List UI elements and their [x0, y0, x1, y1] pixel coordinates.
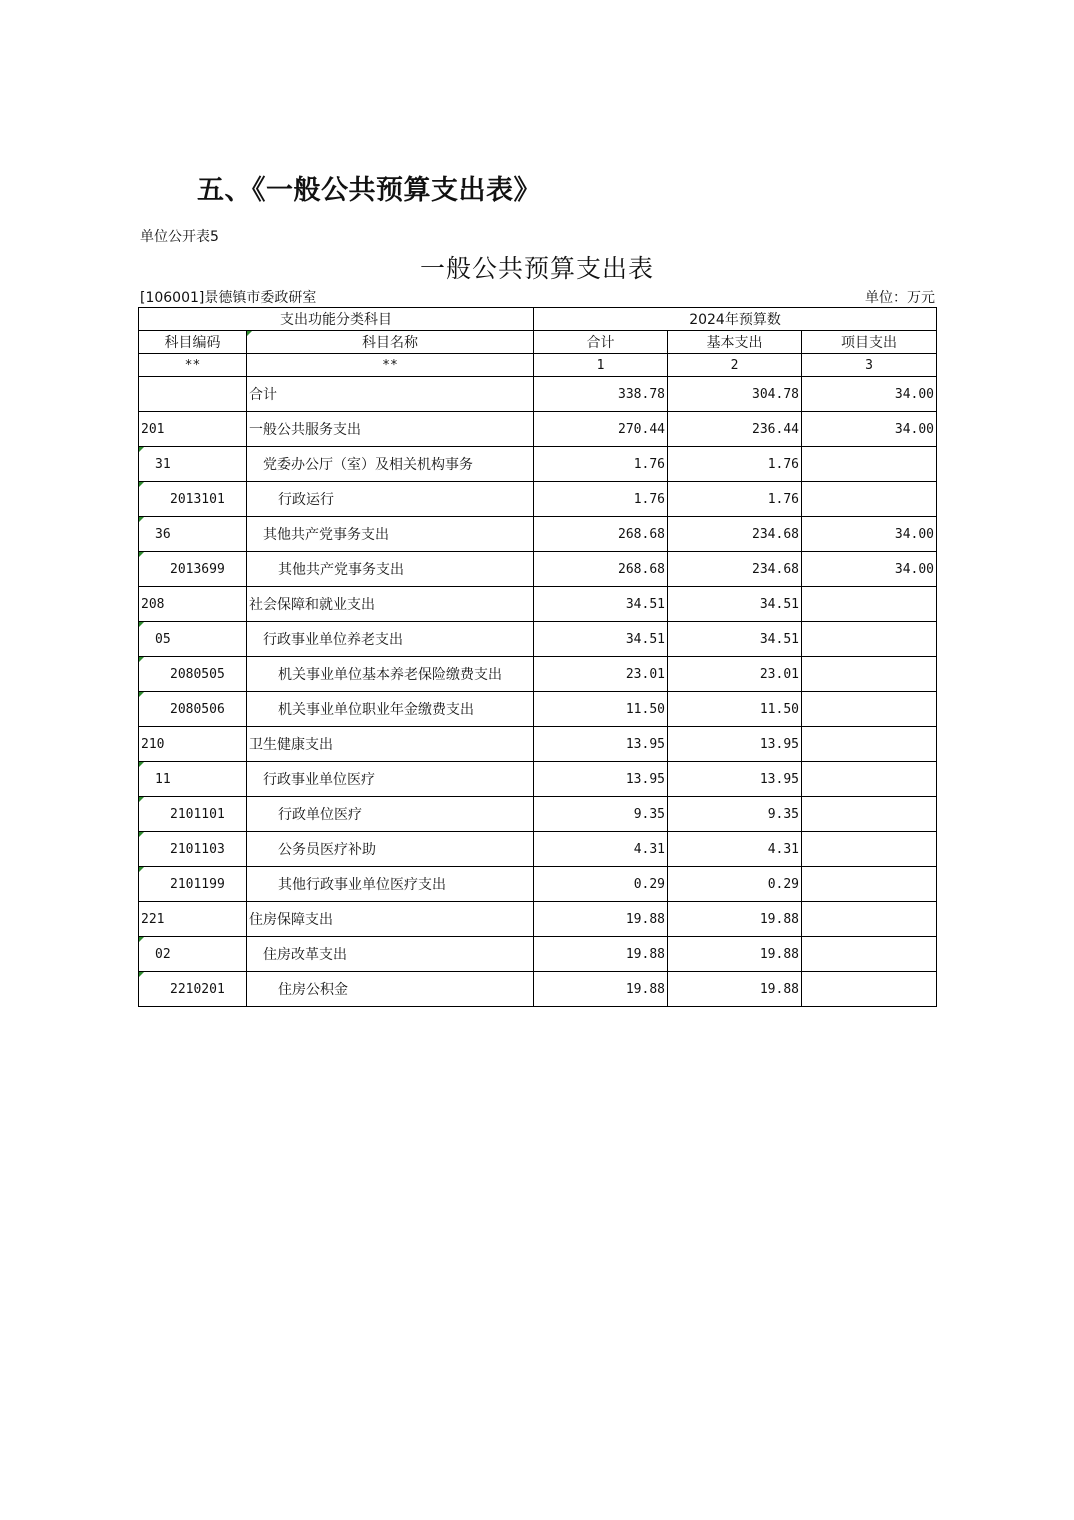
- row-total-text: 270.44: [618, 421, 665, 437]
- row-project: [802, 482, 937, 517]
- row-basic: [668, 482, 802, 517]
- row-name-text: 卫生健康支出: [249, 737, 333, 753]
- row-total: [534, 832, 668, 867]
- row-project: [802, 657, 937, 692]
- row-basic-text: 23.01: [759, 666, 799, 682]
- row-basic: [668, 377, 802, 412]
- row-project-text: 34.00: [894, 421, 935, 437]
- row-name-text: 住房公积金: [278, 982, 348, 998]
- row-basic: [668, 692, 802, 727]
- row-name: [247, 832, 534, 867]
- row-code-text: 2013101: [170, 491, 225, 507]
- row-name-text: 行政事业单位养老支出: [263, 632, 403, 648]
- row-name: [247, 412, 534, 447]
- row-project: [802, 552, 937, 587]
- row-total: [534, 447, 668, 482]
- row-basic: [668, 587, 802, 622]
- row-project: [802, 622, 937, 657]
- row-name: [247, 517, 534, 552]
- row-basic: [668, 552, 802, 587]
- row-basic: [668, 867, 802, 902]
- row-name: [247, 937, 534, 972]
- row-code: [139, 482, 247, 517]
- table-title: 一般公共预算支出表: [419, 254, 654, 283]
- row-code-text: 05: [155, 631, 171, 647]
- index-total: 1: [534, 354, 668, 377]
- cell-comment-marker: [139, 552, 144, 557]
- table-row: [139, 867, 937, 902]
- row-code-text: 36: [155, 526, 171, 542]
- row-project: [802, 937, 937, 972]
- row-total-text: 19.88: [625, 946, 665, 962]
- row-code-text: 210: [141, 736, 165, 752]
- row-total: [534, 517, 668, 552]
- row-code: [139, 762, 247, 797]
- row-name: [247, 692, 534, 727]
- row-project: [802, 832, 937, 867]
- table-row: [139, 937, 937, 972]
- row-total: [534, 762, 668, 797]
- row-total-text: 1.76: [633, 456, 665, 472]
- row-basic: [668, 902, 802, 937]
- row-name: [247, 552, 534, 587]
- cell-comment-marker: [139, 972, 144, 977]
- row-project: [802, 727, 937, 762]
- row-total: [534, 972, 668, 1007]
- row-project-text: 34.00: [894, 526, 935, 542]
- form-number: 单位公开表5: [140, 229, 219, 245]
- row-basic: [668, 412, 802, 447]
- header-column-row: [139, 331, 937, 354]
- row-basic-text: 0.29: [767, 876, 799, 892]
- row-total: [534, 622, 668, 657]
- row-code: [139, 657, 247, 692]
- table-row: [139, 447, 937, 482]
- row-code: [139, 517, 247, 552]
- row-code: [139, 622, 247, 657]
- row-total: [534, 552, 668, 587]
- row-basic: [668, 762, 802, 797]
- row-project-text: 34.00: [894, 386, 935, 402]
- row-total-text: 13.95: [625, 771, 665, 787]
- row-total-text: 34.51: [625, 631, 665, 647]
- cell-comment-marker: [139, 692, 144, 697]
- row-name-text: 机关事业单位基本养老保险缴费支出: [278, 667, 502, 683]
- row-name-text: 社会保障和就业支出: [249, 597, 375, 613]
- table-row: [139, 517, 937, 552]
- cell-comment-marker: [139, 867, 144, 872]
- row-project: [802, 762, 937, 797]
- budget-table: [138, 307, 937, 1007]
- header-group-row: [139, 308, 937, 331]
- row-basic-text: 9.35: [767, 806, 799, 822]
- table-row: [139, 377, 937, 412]
- row-code-text: 2101199: [170, 876, 225, 892]
- row-name: [247, 867, 534, 902]
- table-row: [139, 972, 937, 1007]
- row-total-text: 23.01: [625, 666, 665, 682]
- header-name-label: 科目名称: [362, 335, 418, 351]
- row-name-text: 一般公共服务支出: [249, 422, 361, 438]
- row-basic: [668, 622, 802, 657]
- row-project: [802, 412, 937, 447]
- row-total-text: 268.68: [618, 561, 665, 577]
- row-basic-text: 34.51: [759, 596, 799, 612]
- header-name: [247, 331, 534, 354]
- row-name: [247, 587, 534, 622]
- row-name-text: 党委办公厅（室）及相关机构事务: [263, 457, 473, 473]
- row-basic-text: 13.95: [759, 771, 799, 787]
- row-basic-text: 304.78: [752, 386, 799, 402]
- cell-comment-marker: [139, 797, 144, 802]
- row-project: [802, 902, 937, 937]
- header-code: 科目编码: [139, 331, 247, 354]
- row-code: [139, 902, 247, 937]
- row-total: [534, 797, 668, 832]
- row-basic: [668, 517, 802, 552]
- table-row: [139, 902, 937, 937]
- header-total: 合计: [534, 331, 668, 354]
- row-total-text: 34.51: [625, 596, 665, 612]
- row-name: [247, 972, 534, 1007]
- row-basic-text: 19.88: [759, 946, 799, 962]
- row-code-text: 2101103: [170, 841, 225, 857]
- row-name-text: 其他共产党事务支出: [263, 527, 389, 543]
- header-index-row: [139, 354, 937, 377]
- row-basic: [668, 727, 802, 762]
- row-basic: [668, 972, 802, 1007]
- row-code-text: 11: [155, 771, 171, 787]
- row-name-text: 公务员医疗补助: [278, 842, 376, 858]
- row-project: [802, 447, 937, 482]
- page-heading: 五、《一般公共预算支出表》: [197, 175, 541, 206]
- row-total-text: 19.88: [625, 911, 665, 927]
- row-project: [802, 972, 937, 1007]
- cell-comment-marker: [247, 331, 252, 336]
- table-row: [139, 832, 937, 867]
- row-total: [534, 902, 668, 937]
- row-total: [534, 412, 668, 447]
- row-code: [139, 552, 247, 587]
- row-code: [139, 727, 247, 762]
- row-total: [534, 377, 668, 412]
- index-code: **: [139, 354, 247, 377]
- row-project-text: 34.00: [894, 561, 935, 577]
- row-basic-text: 234.68: [752, 561, 799, 577]
- row-name-text: 其他行政事业单位医疗支出: [278, 877, 446, 893]
- row-total-text: 0.29: [633, 876, 665, 892]
- row-code: [139, 937, 247, 972]
- row-name-text: 住房保障支出: [249, 912, 333, 928]
- row-code: [139, 412, 247, 447]
- table-row: [139, 552, 937, 587]
- row-basic: [668, 937, 802, 972]
- cell-comment-marker: [139, 482, 144, 487]
- row-total-text: 338.78: [618, 386, 665, 402]
- row-basic-text: 13.95: [759, 736, 799, 752]
- row-total-text: 19.88: [625, 981, 665, 997]
- row-total-text: 268.68: [618, 526, 665, 542]
- row-total-text: 9.35: [633, 806, 665, 822]
- row-project: [802, 517, 937, 552]
- header-basic: 基本支出: [668, 331, 802, 354]
- row-name-text: 其他共产党事务支出: [278, 562, 404, 578]
- cell-comment-marker: [139, 447, 144, 452]
- table-row: [139, 657, 937, 692]
- row-basic-text: 4.31: [767, 841, 799, 857]
- header-project: 项目支出: [802, 331, 937, 354]
- row-code-text: 02: [155, 946, 171, 962]
- row-project: [802, 797, 937, 832]
- row-name-text: 行政单位医疗: [278, 807, 362, 823]
- table-row: [139, 762, 937, 797]
- row-project: [802, 867, 937, 902]
- cell-comment-marker: [139, 657, 144, 662]
- row-name: [247, 727, 534, 762]
- row-total: [534, 867, 668, 902]
- row-basic-text: 236.44: [752, 421, 799, 437]
- table-row: [139, 622, 937, 657]
- unit-label: 单位：万元: [865, 290, 935, 306]
- table-row: [139, 797, 937, 832]
- row-code-text: 221: [141, 911, 165, 927]
- row-name-text: 住房改革支出: [263, 947, 347, 963]
- row-code: [139, 972, 247, 1007]
- row-name-text: 合计: [249, 387, 277, 403]
- row-basic-text: 11.50: [759, 701, 799, 717]
- row-code: [139, 797, 247, 832]
- row-total-text: 4.31: [633, 841, 665, 857]
- row-total-text: 11.50: [625, 701, 665, 717]
- row-total: [534, 692, 668, 727]
- table-row: [139, 587, 937, 622]
- row-basic: [668, 447, 802, 482]
- row-code-text: 201: [141, 421, 165, 437]
- organization-label: [106001]景德镇市委政研室: [140, 290, 317, 306]
- row-code: [139, 832, 247, 867]
- row-name: [247, 657, 534, 692]
- row-name-text: 行政事业单位医疗: [263, 772, 375, 788]
- cell-comment-marker: [139, 937, 144, 942]
- row-basic: [668, 832, 802, 867]
- row-basic-text: 1.76: [767, 491, 799, 507]
- row-basic: [668, 797, 802, 832]
- row-code-text: 2101101: [170, 806, 225, 822]
- row-name-text: 行政运行: [278, 492, 334, 508]
- row-code: [139, 447, 247, 482]
- row-code-text: 31: [155, 456, 171, 472]
- header-function-category: 支出功能分类科目: [139, 308, 534, 331]
- row-project: [802, 377, 937, 412]
- row-name: [247, 762, 534, 797]
- index-name: **: [247, 354, 534, 377]
- cell-comment-marker: [139, 622, 144, 627]
- row-total: [534, 587, 668, 622]
- row-code: [139, 587, 247, 622]
- row-basic: [668, 657, 802, 692]
- index-basic: 2: [668, 354, 802, 377]
- row-basic-text: 1.76: [767, 456, 799, 472]
- row-code-text: 2013699: [170, 561, 225, 577]
- row-name: [247, 797, 534, 832]
- header-budget-year: 2024年预算数: [534, 308, 937, 331]
- row-code-text: 208: [141, 596, 165, 612]
- index-project: 3: [802, 354, 937, 377]
- table-row: [139, 692, 937, 727]
- row-total-text: 13.95: [625, 736, 665, 752]
- row-name-text: 机关事业单位职业年金缴费支出: [278, 702, 474, 718]
- row-basic-text: 19.88: [759, 911, 799, 927]
- row-project: [802, 587, 937, 622]
- row-code-text: 2080506: [170, 701, 225, 717]
- row-total: [534, 727, 668, 762]
- row-code-text: 2080505: [170, 666, 225, 682]
- row-total: [534, 937, 668, 972]
- row-name: [247, 377, 534, 412]
- table-row: [139, 412, 937, 447]
- row-name: [247, 482, 534, 517]
- row-name: [247, 622, 534, 657]
- row-code: [139, 377, 247, 412]
- cell-comment-marker: [139, 517, 144, 522]
- table-row: [139, 727, 937, 762]
- table-row: [139, 482, 937, 517]
- cell-comment-marker: [139, 832, 144, 837]
- row-total-text: 1.76: [633, 491, 665, 507]
- row-total: [534, 657, 668, 692]
- row-code: [139, 692, 247, 727]
- row-code: [139, 867, 247, 902]
- row-basic-text: 34.51: [759, 631, 799, 647]
- row-name: [247, 447, 534, 482]
- row-basic-text: 234.68: [752, 526, 799, 542]
- cell-comment-marker: [139, 762, 144, 767]
- row-project: [802, 692, 937, 727]
- row-code-text: 2210201: [170, 981, 225, 997]
- row-total: [534, 482, 668, 517]
- row-basic-text: 19.88: [759, 981, 799, 997]
- row-name: [247, 902, 534, 937]
